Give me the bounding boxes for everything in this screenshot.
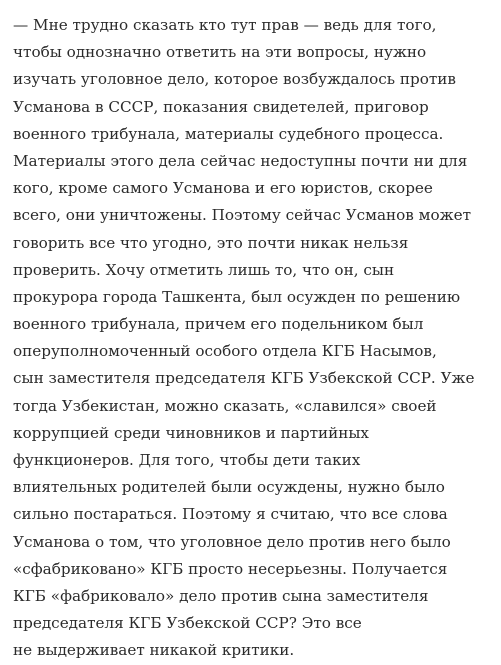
text-line: оперуполномоченный особого отдела КГБ Насымов, bbox=[13, 342, 437, 361]
article-text bbox=[13, 0, 499, 665]
text-line: КГБ «фабриковало» дело против сына заместителя bbox=[13, 586, 429, 605]
text-line: проверить. Хочу отметить лишь то, что он, сын bbox=[13, 260, 395, 279]
text-line: функционеров. Для того, чтобы дети таких bbox=[13, 451, 361, 469]
text-line: чтобы однозначно ответить на эти вопросы, нужно bbox=[13, 43, 427, 62]
text-line: прокурора города Ташкента, был осужден по решению bbox=[13, 287, 461, 306]
text-line: Усманова в СССР, показания свидетелей, приговор bbox=[13, 97, 429, 116]
text-line: сильно постараться. Поэтому я считаю, что все слова bbox=[13, 505, 448, 524]
text-line: Материалы этого дела сейчас недоступны почти ни для bbox=[13, 151, 468, 170]
text-line: тогда Узбекистан, можно сказать, «славился» своей bbox=[13, 396, 437, 415]
text-line: не выдерживает никакой критики. bbox=[13, 641, 295, 660]
text-line: всего, они уничтожены. Поэтому сейчас Усманов может bbox=[13, 206, 471, 225]
text-line: Усманова о том, что уголовное дело против него было bbox=[13, 532, 451, 551]
text-line: говорить все что угодно, это почти никак нельзя bbox=[13, 233, 409, 252]
text-line: председателя КГБ Узбекской ССР? Это все bbox=[13, 614, 362, 633]
quote-paragraph bbox=[13, 12, 499, 665]
text-line: коррупцией среди чиновников и партийных bbox=[13, 423, 369, 442]
text-line: — Мне трудно сказать кто тут прав — ведь для того, bbox=[13, 16, 437, 34]
text-line: военного трибунала, причем его подельником был bbox=[13, 315, 424, 334]
text-line: кого, кроме самого Усманова и его юристов, скорее bbox=[13, 179, 433, 198]
text-line: влиятельных родителей были осуждены, нужно было bbox=[13, 478, 445, 497]
text-line: изучать уголовное дело, которое возбуждалось против bbox=[13, 70, 456, 89]
text-line: военного трибунала, материалы судебного процесса. bbox=[13, 124, 444, 143]
text-line: сын заместителя председателя КГБ Узбекской ССР. Уже bbox=[13, 369, 475, 388]
text-line: «сфабриковано» КГБ просто несерьезны. Получается bbox=[13, 559, 448, 578]
